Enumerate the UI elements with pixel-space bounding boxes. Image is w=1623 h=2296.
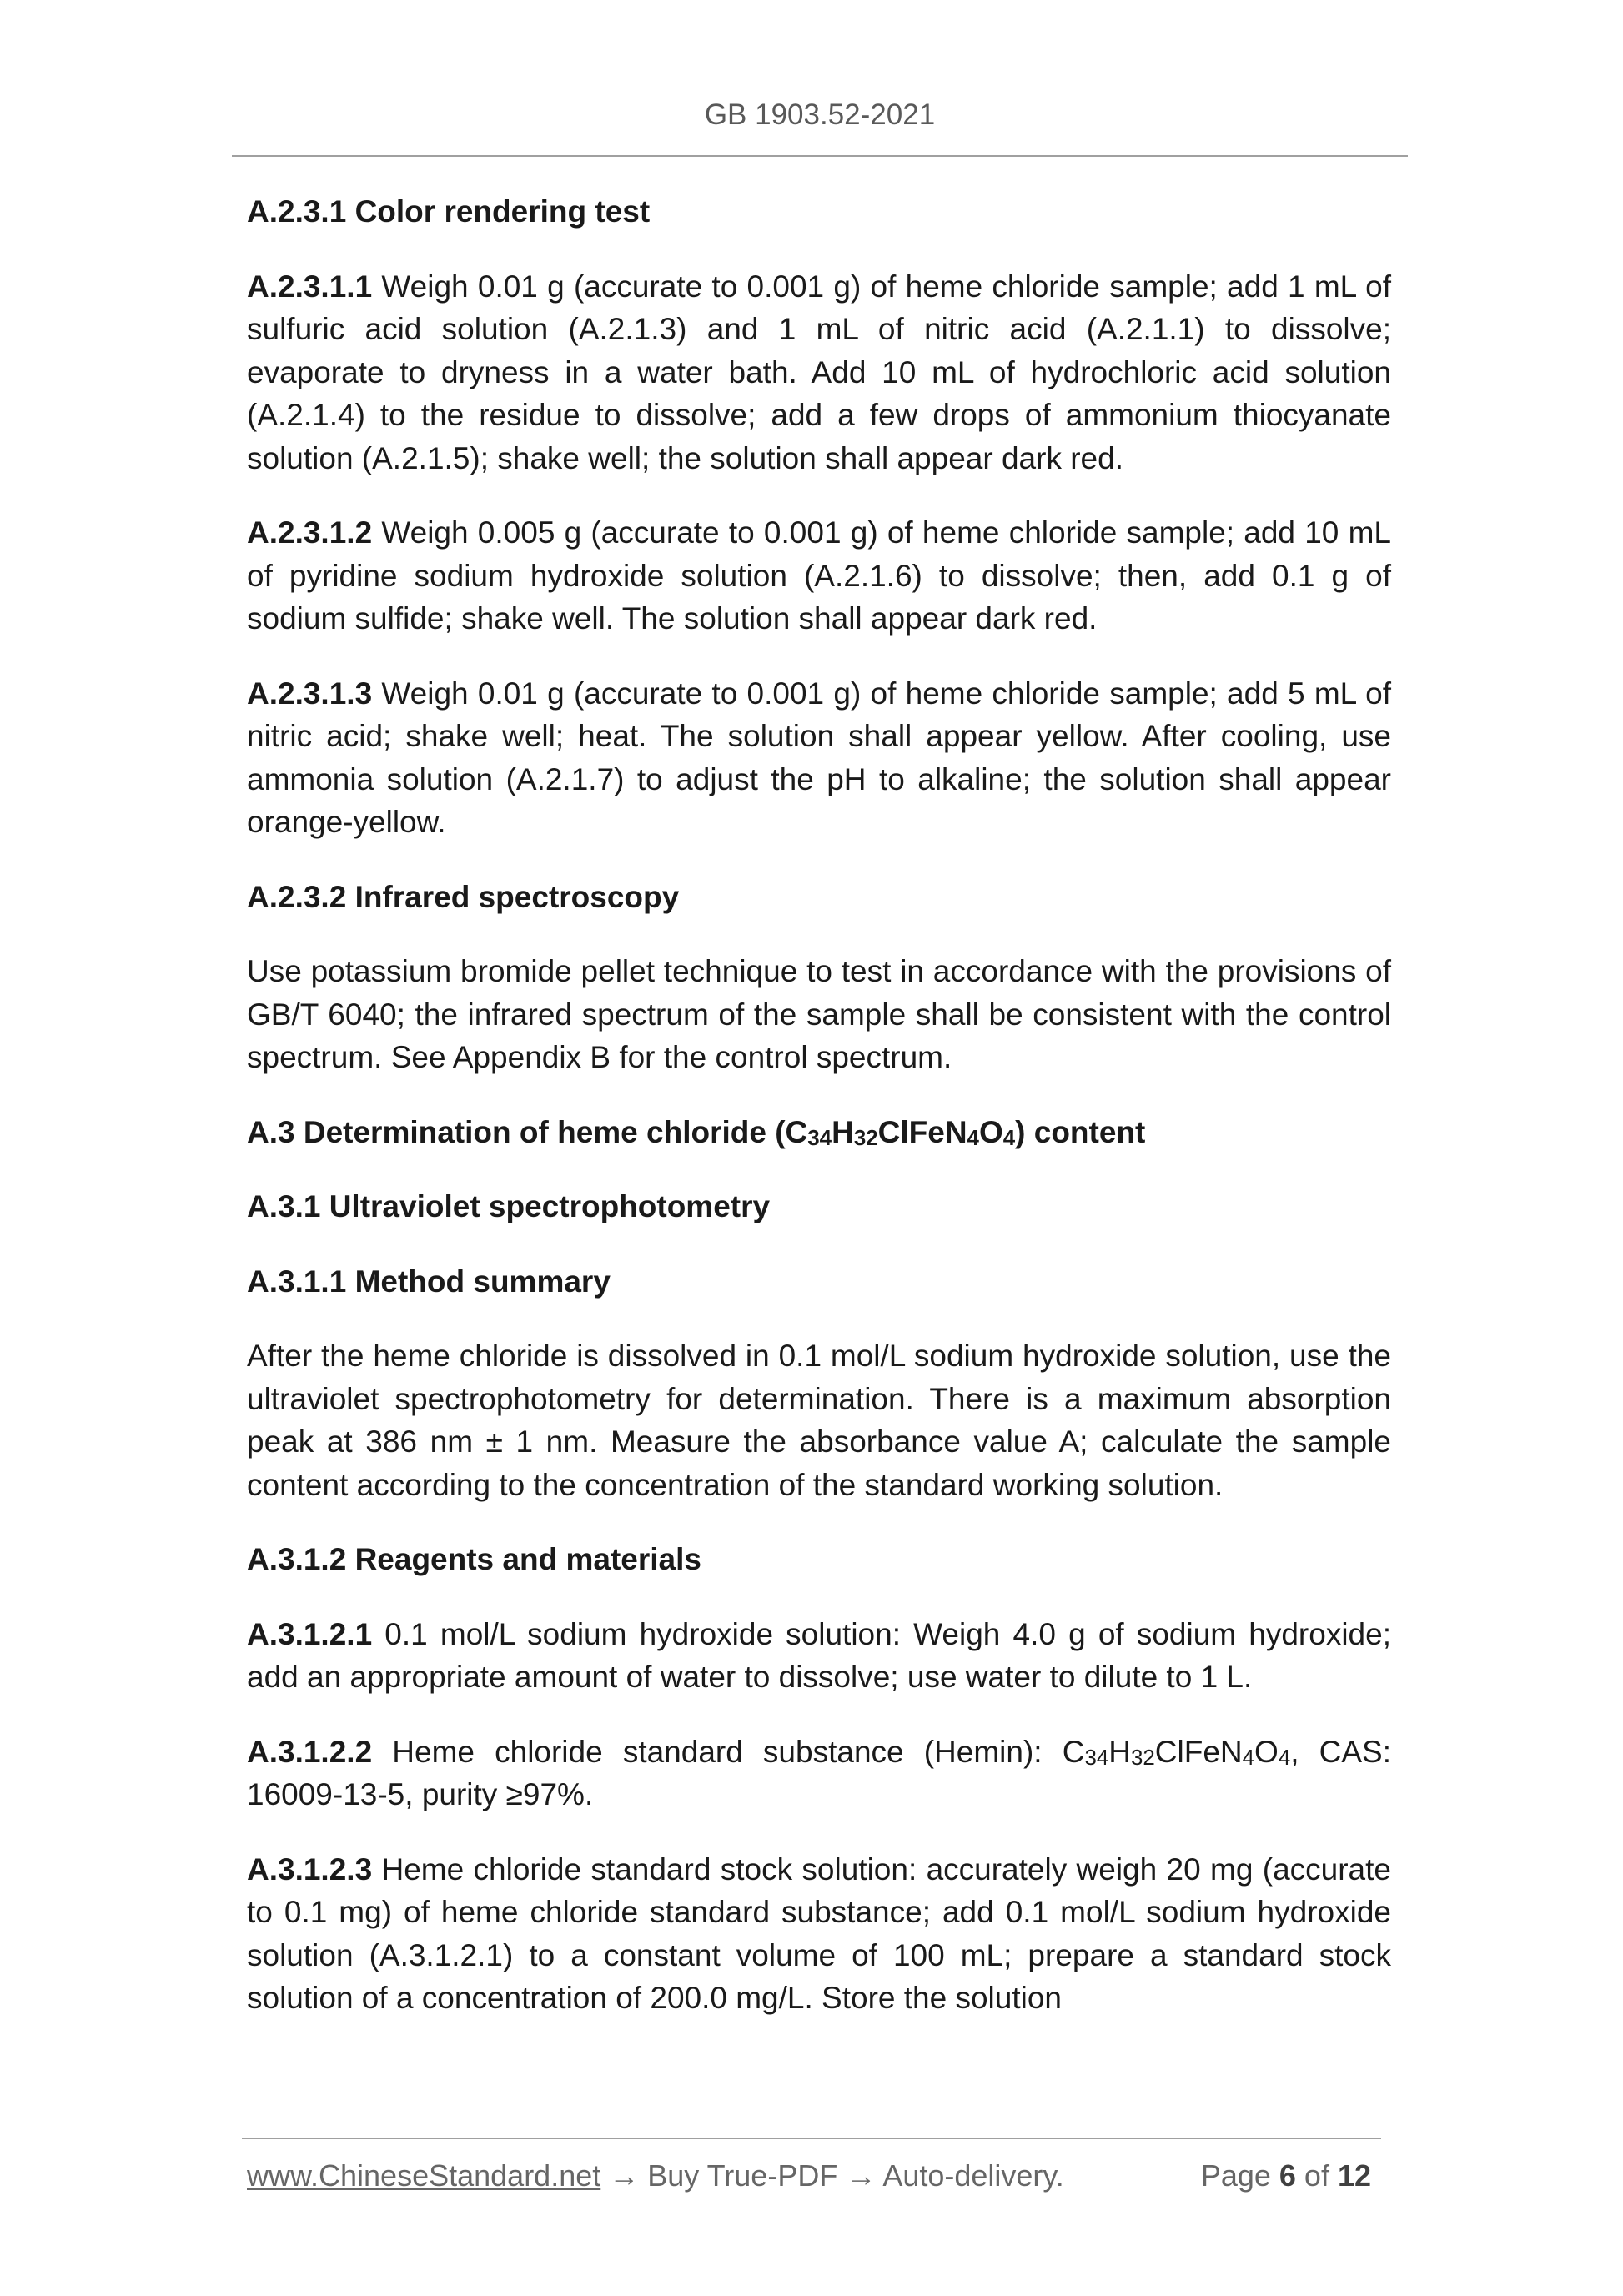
footer-divider [242, 2138, 1381, 2139]
clause-text: Weigh 0.01 g (accurate to 0.001 g) of heme chloride sample; add 1 mL of sulfuric acid solution (A.2.1.3) and 1 mL of nitric acid (A.2.1.1) to dissolve; evaporate to dryness in a water bath. Add 10 mL of hydrochloric acid solution (A.2.1.4) to the residue to dissolve; add a few drops of ammonium thiocyanate solution (A.2.1.5); shake well; the solution shall appear dark red. [247, 269, 1391, 475]
paragraph-a-3-1-2-2 [247, 1731, 1391, 1816]
paragraph-a-3-1-2-1 [247, 1613, 1391, 1699]
subscript: 4 [1002, 1126, 1016, 1150]
clause-number: A.2.3.1.3 [247, 676, 373, 711]
footer-promo [247, 2158, 1064, 2193]
formula-part: O [978, 1114, 1003, 1149]
clause-number: A.2.3.1.2 [247, 515, 373, 550]
document-body [247, 190, 1391, 2052]
subscript: 4 [967, 1126, 979, 1150]
footer-tagline: → Buy True-PDF → Auto-delivery. [600, 2158, 1064, 2193]
site-link[interactable]: www.ChineseStandard.net [247, 2158, 601, 2193]
heading-text: ) content [1015, 1114, 1146, 1149]
clause-text: Weigh 0.01 g (accurate to 0.001 g) of heme chloride sample; add 5 mL of nitric acid; shake well; heat. The solution shall appear yellow. After cooling, use ammonia solution (A.2.1.7) to adjust the pH to alkaline; the solution shall appear orange-yellow. [247, 676, 1391, 839]
current-page-number: 6 [1279, 2158, 1296, 2193]
page-indicator [1201, 2158, 1371, 2193]
of-label: of [1295, 2158, 1338, 2193]
clause-number: A.3.1.2.3 [247, 1851, 373, 1887]
clause-number: A.3.1.2.2 [247, 1734, 373, 1769]
paragraph-a-2-3-1-2 [247, 511, 1391, 641]
clause-text: 0.1 mol/L sodium hydroxide solution: Weigh 4.0 g of sodium hydroxide; add an appropriate amount of water to dissolve; use water to dilute to 1 L. [247, 1616, 1391, 1694]
section-heading-content-determination [247, 1111, 1391, 1154]
section-heading-uv: A.3.1 Ultraviolet spectrophotometry [247, 1189, 771, 1223]
formula-part: ClFeN [877, 1114, 967, 1149]
section-heading-color-rendering: A.2.3.1 Color rendering test [247, 194, 651, 229]
section-heading-method-summary: A.3.1.1 Method summary [247, 1264, 611, 1299]
subscript: 32 [853, 1126, 878, 1150]
clause-number: A.3.1.2.1 [247, 1616, 373, 1651]
clause-text: Weigh 0.005 g (accurate to 0.001 g) of heme chloride sample; add 10 mL of pyridine sodium hydroxide solution (A.2.1.6) to dissolve; then, add 0.1 g of sodium sulfide; shake well. The solution shall appear dark red. [247, 515, 1391, 636]
heading-text: A.3 Determination of heme chloride (C [247, 1114, 808, 1149]
total-page-count: 12 [1337, 2158, 1371, 2193]
section-heading-reagents: A.3.1.2 Reagents and materials [247, 1542, 701, 1576]
clause-text: Heme chloride standard substance (Hemin): C [372, 1734, 1085, 1769]
paragraph-a-2-3-1-3 [247, 672, 1391, 844]
clause-text: , CAS: 16009-13-5, purity ≥97%. [247, 1734, 1392, 1811]
subscript: 34 [1084, 1746, 1109, 1770]
section-heading-infrared: A.2.3.2 Infrared spectroscopy [247, 879, 680, 914]
subscript: 4 [1278, 1746, 1291, 1770]
clause-text: Heme chloride standard stock solution: accurately weigh 20 mg (accurate to 0.1 mg) of heme chloride standard substance; add 0.1 mol/L sodium hydroxide solution (A.3.1.2.1) to a constant volume of 100 mL; prepare a standard stock solution of a concentration of 200.0 mg/L. Store the solution [247, 1851, 1391, 2015]
page-footer [247, 2158, 1381, 2193]
subscript: 34 [807, 1126, 832, 1150]
subscript: 32 [1130, 1746, 1155, 1770]
paragraph-infrared-method: Use potassium bromide pellet technique to test in accordance with the provisions of GB/T 6040; the infrared spectrum of the sample shall be consistent with the control spectrum. See Appendix B for the control spectrum. [247, 954, 1391, 1074]
formula-part: ClFeN [1154, 1734, 1243, 1769]
paragraph-method-summary: After the heme chloride is dissolved in 0.1 mol/L sodium hydroxide solution, use the ultraviolet spectrophotometry for determination. There is a maximum absorption peak at 386 nm ± 1 nm. Measure the absorbance value A; calculate the sample content according to the concentration of the standard working solution. [247, 1339, 1391, 1502]
header-divider [232, 155, 1408, 157]
paragraph-a-2-3-1-1 [247, 265, 1391, 480]
document-id-header: GB 1903.52-2021 [704, 98, 936, 131]
formula-part: H [1108, 1734, 1131, 1769]
formula-part: H [832, 1114, 854, 1149]
formula-part: O [1254, 1734, 1279, 1769]
clause-number: A.2.3.1.1 [247, 269, 373, 304]
page-label: Page [1200, 2158, 1279, 2193]
subscript: 4 [1242, 1746, 1255, 1770]
paragraph-a-3-1-2-3 [247, 1848, 1391, 2020]
